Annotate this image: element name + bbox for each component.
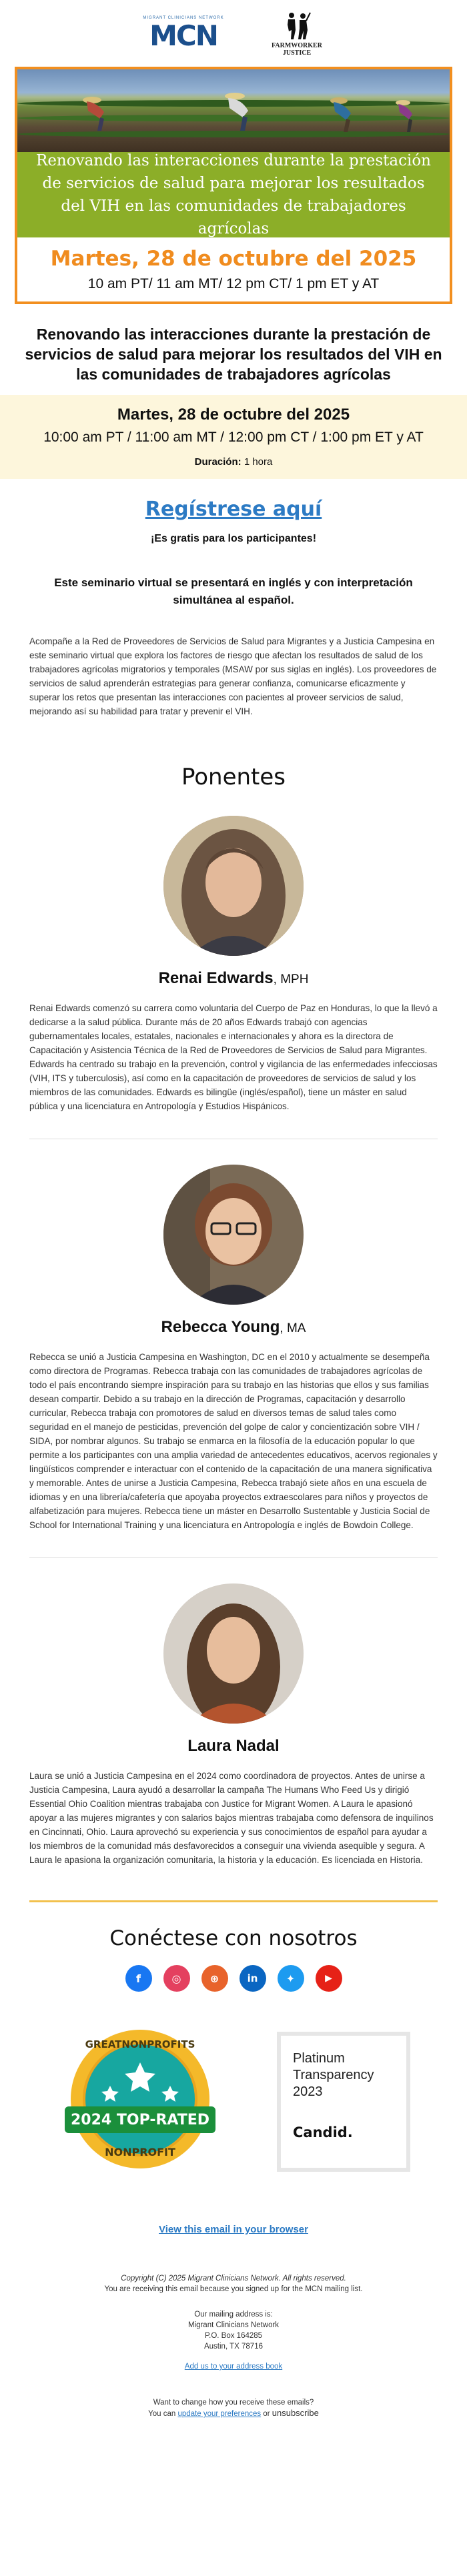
- gnp-ribbon-text: 2024 TOP-RATED: [70, 2112, 210, 2128]
- address-book-link[interactable]: Add us to your address book: [184, 2363, 283, 2371]
- candid-transparency-badge[interactable]: [277, 2032, 410, 2172]
- footer: [0, 2273, 467, 2419]
- register-link[interactable]: Regístrese aquí: [145, 498, 322, 521]
- mailing-label: Our mailing address is:: [194, 2311, 273, 2319]
- hero-date-block: [17, 237, 450, 292]
- header-logos: [0, 0, 467, 67]
- candid-line2: Transparency: [293, 2068, 374, 2082]
- hero-banner: [15, 67, 452, 304]
- facebook-icon[interactable]: f: [125, 1965, 152, 1992]
- twitter-icon[interactable]: ✦: [278, 1965, 304, 1992]
- linkedin-icon[interactable]: in: [240, 1965, 266, 1992]
- speaker-photo-renai: [163, 816, 304, 956]
- gnp-bottom-text: NONPROFIT: [105, 2146, 175, 2158]
- candid-line1: Platinum: [293, 2051, 345, 2066]
- speakers-heading: Ponentes: [181, 764, 286, 790]
- speaker-card: [0, 1583, 467, 1867]
- greatnonprofits-badge[interactable]: [57, 2022, 223, 2182]
- speaker-bio: Rebecca se unió a Justicia Campesina en Washington, DC en el 2010 y actualmente se desempeña como directora de Programas. Rebecca trabaja con las comunidades de trabajadores agrícolas de todo el país encontrando siempre inspiración para su trabajo en las historias que ellos y sus familias desean compartir. Debido a su trabajo en la dirección de Programas, capacitación y desarrollo curricular, Rebecca trabaja con promotores de salud en diversos temas de salud tales como seguridad en el manejo de pesticidas, prevención del golpe de calor y concientización sobre VIH / SIDA, por nombrar algunos. Su trabajo se enmarca en la filosofía de la educación popular lo que permite a los participantes con una amplia variedad de antecedentes educativos, acervos regionales y lingüísticos comprender e interactuar con el contenido de la capacitación de una manera significativa y memorable. Antes de unirse a Justicia Campesina, Rebecca trabajó siete años en una escuela de idiomas y en una librería/cafetería que apoyaba proyectos extraescolares para niños y proyectos de alfabetización para mujeres. Rebecca tiene un máster en Desarrollo Sustentable y Justicia Social de School for International Training y una licenciatura en Antropología e inglés de Bowdoin College.: [29, 1352, 438, 1530]
- intro-paragraph: Acompañe a la Red de Proveedores de Servicios de Salud para Migrantes y a Justicia Campesina en este seminario virtual que explora los factores de riesgo que afectan los resultados de salud de los trabajadores agrícolas migratorios y temporales (MSAW por sus siglas en inglés). Los proveedores de servicios de salud aprenderán estrategias para generar confianza, comunicarse eficazmente y superar los retos que presentan las interacciones con pacientes al proveer servicios de salud, mejorando así su habilidad para tratar y prevenir el VIH.: [29, 636, 437, 716]
- speaker-photo-laura: [163, 1583, 304, 1724]
- bilingual-note: Este seminario virtual se presentará en inglés y con interpretación simultánea al español.: [54, 576, 413, 606]
- preferences-line: You can update your preferences or unsubscribe: [148, 2408, 319, 2418]
- change-question: Want to change how you receive these emails?: [153, 2399, 314, 2407]
- candid-brand: Candid.: [293, 2124, 353, 2140]
- farmworker-justice-logo[interactable]: [267, 10, 327, 57]
- hero-title-band: [17, 152, 450, 237]
- event-times: 10:00 am PT / 11:00 am MT / 12:00 pm CT / 1:00 pm ET y AT: [43, 430, 424, 445]
- mailing-po: P.O. Box 164285: [204, 2332, 263, 2340]
- gnp-top-text: GREATNONPROFITS: [85, 2038, 195, 2050]
- free-note: ¡Es gratis para los participantes!: [150, 533, 317, 544]
- mcn-logo[interactable]: [140, 16, 227, 51]
- event-duration: Duración: 1 hora: [194, 456, 273, 468]
- divider: [29, 1557, 438, 1558]
- speaker-card: [0, 816, 467, 1113]
- speaker-card: [0, 1165, 467, 1532]
- view-in-browser-link[interactable]: View this email in your browser: [159, 2224, 308, 2235]
- update-preferences-link[interactable]: update your preferences: [177, 2410, 262, 2418]
- hero-title: Renovando las interacciones durante la prestación de servicios de salud para mejorar los resultados del VIH en las comunidades de trabajadores agrícolas: [36, 152, 431, 237]
- website-icon[interactable]: ⊕: [201, 1965, 228, 1992]
- farmworker-silhouette-icon: [282, 10, 312, 41]
- speaker-bio: Renai Edwards comenzó su carrera como voluntaria del Cuerpo de Paz en Honduras, lo que la llevó a dedicarse a la salud pública. Durante más de 20 años Edwards trabajó con agencias gubernamentales locales, estatales, nacionales e internacionales y ahora es la directora de Capacitación y Asistencia Técnica de la Red de Proveedores de Servicios de Salud para Migrantes. Edwards ha centrado su trabajo en la prevención, control y vigilancia de las enfermedades infecciosas (VIH, ITS y tuberculosis), así como en la capacitación de proveedores de servicios de salud y los miembros de las comunidades. Edwards es bilingüe (inglés/español), tiene un máster en salud pública y una licenciatura en Antropología y Estudios Hispánicos.: [29, 1003, 438, 1111]
- signup-reason: You are receiving this email because you signed up for the MCN mailing list.: [104, 2285, 363, 2293]
- speaker-bio: Laura se unió a Justicia Campesina en el 2024 como coordinadora de proyectos. Antes de unirse a Justicia Campesina, Laura ayudó a desarrollar la campaña The Humans Who Feed Us y dirigió Essential Ohio Coalition mientras trabajaba con Justice for Migrant Women. A Laura le apasionó apoyar a las mujeres migrantes y con salarios bajos mientras trabajaba como defensora de inquilinos en Cincinnati, Ohio. Laura aprovechó su experiencia y sus conocimientos de español para ayudar a los miembros de la comunidad más desfavorecidos a conseguir una vivienda asequible y segura. A Laura le apasiona la organización comunitaria, la historia y la educación. Es licenciada en Historia.: [29, 1771, 434, 1865]
- unsubscribe-link[interactable]: unsubscribe: [272, 2408, 319, 2418]
- mailing-org: Migrant Clinicians Network: [187, 2321, 280, 2329]
- gold-divider: [29, 1900, 438, 1902]
- social-links: [0, 1965, 467, 1992]
- speaker-name: Rebecca Young, MA: [161, 1318, 306, 1336]
- page-title: Renovando las interacciones durante la prestación de servicios de salud para mejorar los resultados del VIH en las comunidades de trabajadores agrícolas: [25, 326, 442, 383]
- mcn-tagline: MIGRANT CLINICIANS NETWORK: [143, 16, 224, 20]
- copyright-text: Copyright (C) 2025 Migrant Clinicians Network. All rights reserved.: [121, 2275, 346, 2283]
- youtube-icon[interactable]: ▶: [316, 1965, 342, 1992]
- farmworkers-field-photo: [17, 69, 450, 152]
- event-date: Martes, 28 de octubre del 2025: [117, 406, 350, 424]
- speaker-photo-rebecca: [163, 1165, 304, 1305]
- fj-logo-text: FARMWORKER JUSTICE: [272, 42, 322, 57]
- mailing-city: Austin, TX 78716: [203, 2343, 263, 2351]
- connect-heading: Conéctese con nosotros: [109, 1926, 358, 1950]
- candid-line3: 2023: [293, 2084, 323, 2099]
- hero-date: Martes, 28 de octubre del 2025: [50, 247, 417, 271]
- speaker-name: Laura Nadal: [187, 1737, 280, 1755]
- event-details-box: [0, 395, 467, 479]
- hero-times: 10 am PT/ 11 am MT/ 12 pm CT/ 1 pm ET y AT: [87, 276, 380, 291]
- speaker-name: Renai Edwards, MPH: [158, 969, 309, 987]
- badges-row: [0, 2022, 467, 2182]
- mcn-wordmark: MCN: [149, 19, 217, 52]
- instagram-icon[interactable]: ◎: [163, 1965, 190, 1992]
